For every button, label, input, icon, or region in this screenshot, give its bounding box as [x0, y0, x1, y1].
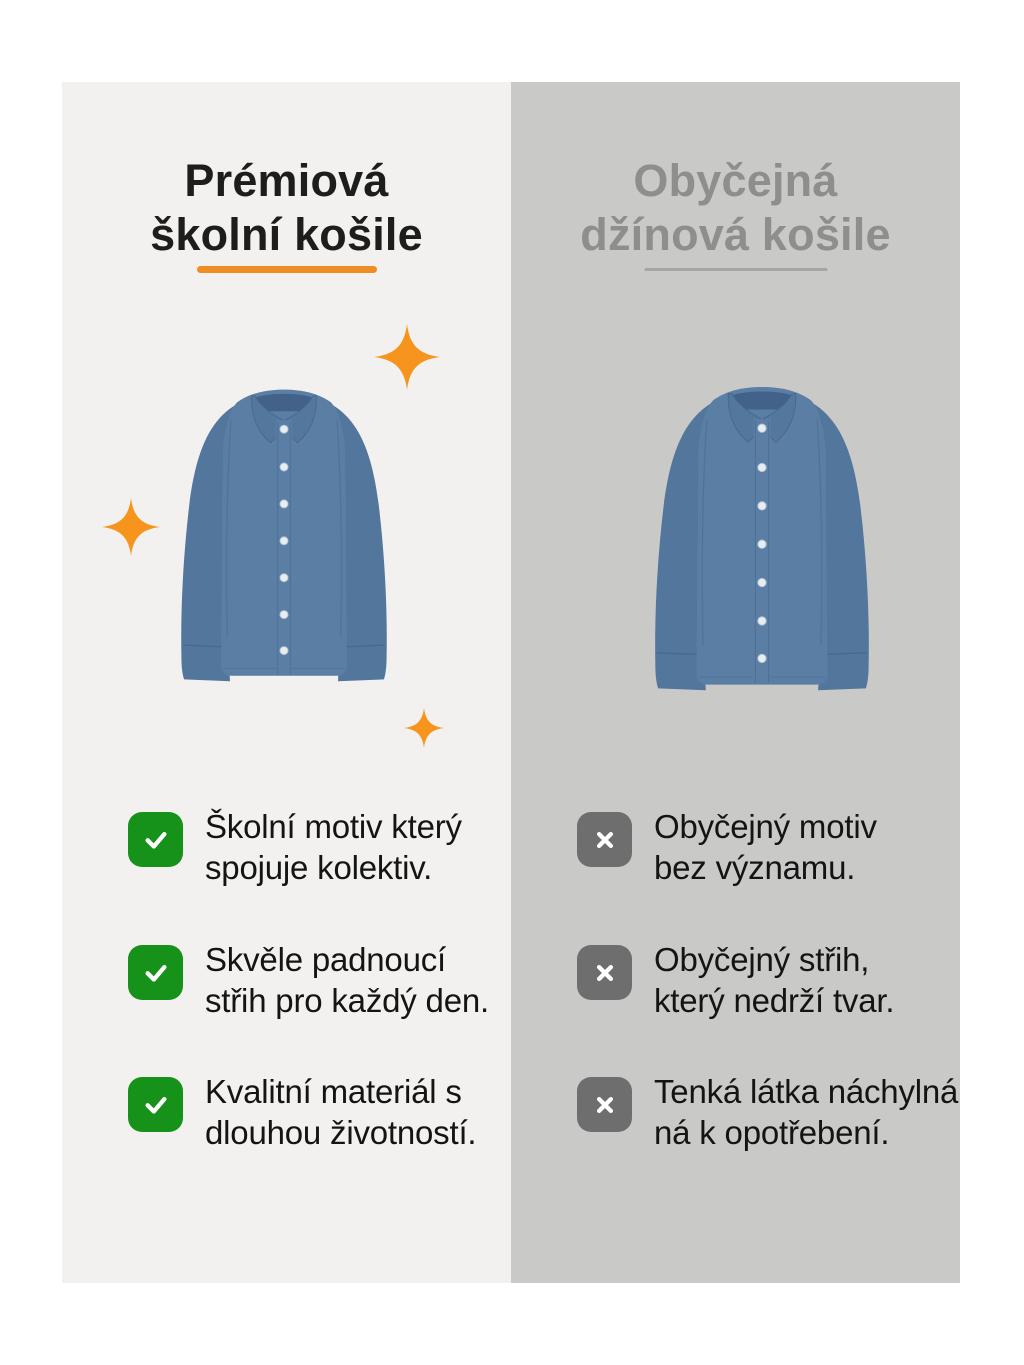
- premium-panel: [62, 82, 511, 1283]
- sparkle-icon: [374, 324, 440, 390]
- premium-feature-text: [205, 806, 462, 888]
- check-icon: [128, 945, 183, 1000]
- premium-title-line2: školní košile: [150, 209, 423, 260]
- ordinary-title-underline: [644, 268, 827, 271]
- feature-line: střih pro každý den.: [205, 982, 489, 1019]
- ordinary-feature-row: [577, 1073, 959, 1153]
- feature-line: spojuje kolektiv.: [205, 849, 433, 886]
- premium-feature-text: [205, 1071, 476, 1153]
- ordinary-feature-text: [654, 1071, 958, 1153]
- ordinary-feature-text: [654, 939, 894, 1021]
- feature-line: Obyčejný motiv: [654, 808, 877, 845]
- sparkle-icon: [404, 708, 444, 748]
- feature-line: Tenká látka náchylná: [654, 1073, 959, 1110]
- check-icon: [128, 1077, 183, 1132]
- ordinary-title-line2: džínová košile: [580, 209, 891, 260]
- ordinary-feature-text: [654, 806, 877, 888]
- check-icon: [128, 812, 183, 867]
- sparkle-icon: [102, 498, 160, 556]
- premium-feature-text: [205, 939, 489, 1021]
- premium-title-line1: Prémiová: [184, 155, 389, 206]
- feature-line: Skvěle padnoucí: [205, 941, 447, 978]
- comparison-card: [62, 82, 960, 1283]
- ordinary-title: [511, 154, 960, 262]
- premium-title-underline: [197, 266, 377, 273]
- premium-title: [62, 154, 511, 262]
- ordinary-feature-row: [577, 941, 947, 1021]
- feature-line: ná k opotřebení.: [654, 1114, 890, 1151]
- x-icon: [577, 945, 632, 1000]
- premium-feature-row: [128, 808, 498, 888]
- x-icon: [577, 1077, 632, 1132]
- feature-line: dlouhou životností.: [205, 1114, 477, 1151]
- premium-denim-shirt-image: [158, 354, 410, 706]
- x-icon: [577, 812, 632, 867]
- premium-feature-row: [128, 941, 498, 1021]
- ordinary-panel: [511, 82, 960, 1283]
- feature-line: bez významu.: [654, 849, 856, 886]
- ordinary-title-line1: Obyčejná: [633, 155, 838, 206]
- ordinary-feature-row: [577, 808, 947, 888]
- feature-line: který nedrží tvar.: [654, 982, 895, 1019]
- feature-line: Školní motiv který: [205, 808, 462, 845]
- feature-line: Obyčejný střih,: [654, 941, 870, 978]
- premium-feature-row: [128, 1073, 498, 1153]
- ordinary-denim-shirt-image: [631, 358, 893, 708]
- feature-line: Kvalitní materiál s: [205, 1073, 462, 1110]
